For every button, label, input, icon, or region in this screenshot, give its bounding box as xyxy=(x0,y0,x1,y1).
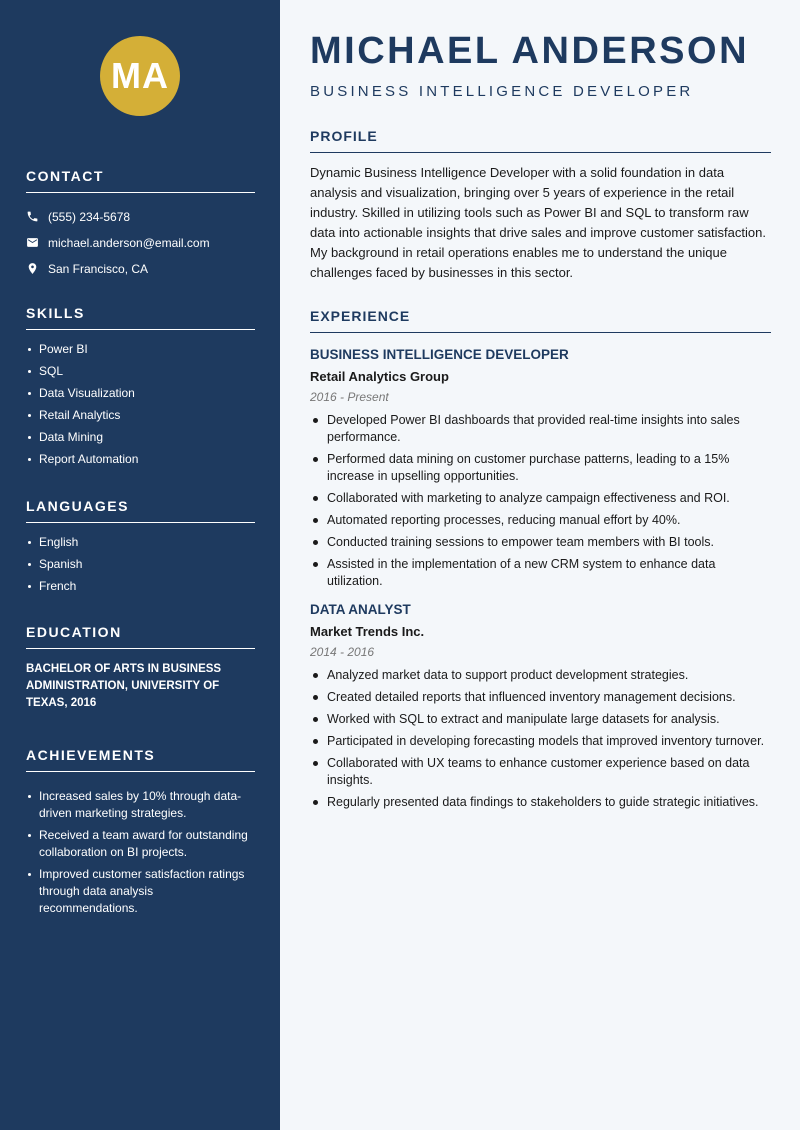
achievement-item: Received a team award for outstanding collaboration on BI projects. xyxy=(26,827,255,861)
job-bullet: Assisted in the implementation of a new CRM system to enhance data utilization. xyxy=(310,556,771,590)
contact-section xyxy=(26,168,255,282)
job-bullet: Regularly presented data findings to stakeholders to guide strategic initiatives. xyxy=(310,794,771,811)
languages-heading: LANGUAGES xyxy=(26,498,255,523)
language-item: English xyxy=(26,534,255,551)
achievement-item: Improved customer satisfaction ratings through data analysis recommendations. xyxy=(26,866,255,917)
avatar: MA xyxy=(100,36,180,116)
job-dates: 2016 - Present xyxy=(310,390,389,404)
education-heading: EDUCATION xyxy=(26,624,255,649)
job-bullet: Collaborated with UX teams to enhance customer experience based on data insights. xyxy=(310,755,771,789)
language-item: French xyxy=(26,578,255,595)
contact-email xyxy=(26,230,255,256)
phone-icon xyxy=(26,210,40,224)
contact-location xyxy=(26,256,255,282)
skills-section xyxy=(26,305,255,473)
job-title: BUSINESS INTELLIGENCE DEVELOPER xyxy=(310,347,569,362)
experience-section xyxy=(310,308,771,816)
skill-item: SQL xyxy=(26,363,255,380)
achievement-item: Increased sales by 10% through data-driven marketing strategies. xyxy=(26,788,255,822)
contact-phone xyxy=(26,204,255,230)
skill-item: Report Automation xyxy=(26,451,255,468)
profile-text: Dynamic Business Intelligence Developer with a solid foundation in data analysis and visualization, bringing over 5 years of experience in the retail industry. Skilled in utilizing tools such as Power BI and SQL to transform raw data into actionable insights that drive sales and improve customer satisfaction. My background in retail operations enables me to understand the unique challenges faced by businesses in this sector. xyxy=(310,165,766,280)
phone-text: (555) 234-5678 xyxy=(48,210,131,224)
job-entry xyxy=(310,347,771,590)
job-dates: 2014 - 2016 xyxy=(310,645,375,659)
job-entry xyxy=(310,602,771,811)
contact-heading: CONTACT xyxy=(26,168,255,193)
job-bullet: Collaborated with marketing to analyze campaign effectiveness and ROI. xyxy=(310,490,771,507)
education-degree: BACHELOR OF ARTS IN BUSINESS ADMINISTRATION, UNIVERSITY OF TEXAS, 2016 xyxy=(26,663,222,709)
email-text: michael.anderson@email.com xyxy=(48,236,210,250)
experience-heading: EXPERIENCE xyxy=(310,308,771,333)
candidate-role: BUSINESS INTELLIGENCE DEVELOPER xyxy=(310,83,694,100)
job-bullet: Conducted training sessions to empower team members with BI tools. xyxy=(310,534,771,551)
sidebar xyxy=(0,0,280,1130)
job-title: DATA ANALYST xyxy=(310,602,411,617)
skill-item: Data Mining xyxy=(26,429,255,446)
candidate-name: MICHAEL ANDERSON xyxy=(310,30,750,72)
profile-heading: PROFILE xyxy=(310,128,771,153)
languages-section xyxy=(26,498,255,600)
job-bullet: Created detailed reports that influenced inventory management decisions. xyxy=(310,689,771,706)
job-company: Retail Analytics Group xyxy=(310,369,449,384)
achievements-section xyxy=(26,747,255,922)
achievements-heading: ACHIEVEMENTS xyxy=(26,747,255,772)
job-bullet: Worked with SQL to extract and manipulate large datasets for analysis. xyxy=(310,711,771,728)
skills-heading: SKILLS xyxy=(26,305,255,330)
skill-item: Data Visualization xyxy=(26,385,255,402)
profile-section xyxy=(310,128,771,283)
skill-item: Retail Analytics xyxy=(26,407,255,424)
job-bullet: Performed data mining on customer purchase patterns, leading to a 15% increase in upselling opportunities. xyxy=(310,451,771,485)
education-section xyxy=(26,624,255,712)
language-item: Spanish xyxy=(26,556,255,573)
job-bullet: Developed Power BI dashboards that provided real-time insights into sales performance. xyxy=(310,412,771,446)
location-text: San Francisco, CA xyxy=(48,262,149,276)
location-pin-icon xyxy=(26,262,40,276)
job-bullet: Automated reporting processes, reducing manual effort by 40%. xyxy=(310,512,771,529)
job-bullet: Analyzed market data to support product development strategies. xyxy=(310,667,771,684)
email-icon xyxy=(26,236,40,250)
job-company: Market Trends Inc. xyxy=(310,624,425,639)
job-bullet: Participated in developing forecasting models that improved inventory turnover. xyxy=(310,733,771,750)
skill-item: Power BI xyxy=(26,341,255,358)
